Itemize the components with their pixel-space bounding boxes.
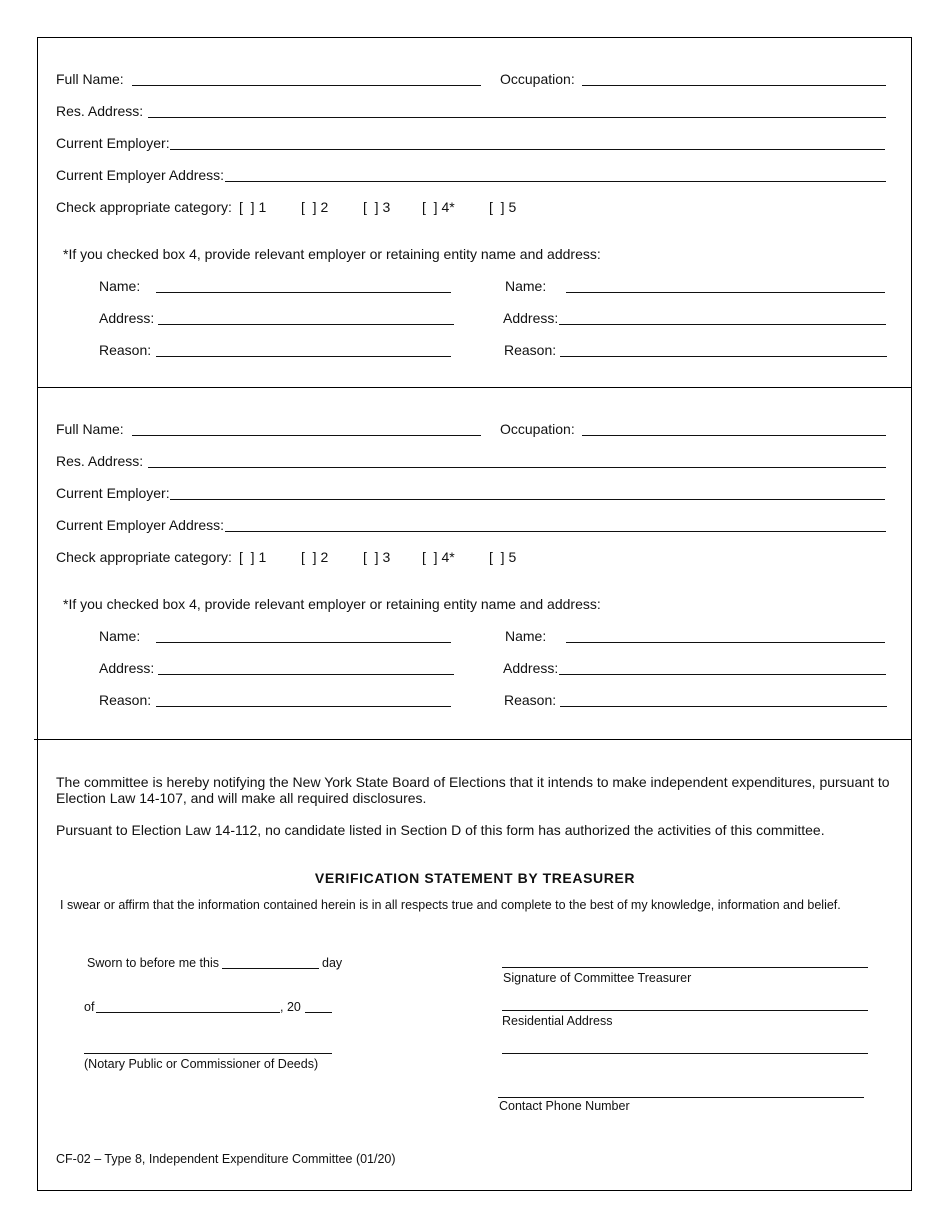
section-divider — [34, 739, 912, 740]
section-divider — [37, 387, 912, 388]
entity-address-label-left: Address: — [99, 660, 155, 676]
entity-reason-label-right: Reason: — [504, 342, 557, 358]
residential-address-line[interactable] — [502, 1010, 868, 1011]
current-employer-field[interactable] — [170, 149, 885, 150]
box4-note: *If you checked box 4, provide relevant employer or retaining entity name and address: — [63, 596, 601, 612]
res-address-field[interactable] — [148, 467, 886, 468]
entity-address-field-right[interactable] — [559, 674, 886, 675]
category-checkbox-1[interactable]: [ ] 1 — [239, 199, 267, 215]
entity-address-label-right: Address: — [503, 310, 559, 326]
entity-reason-label-left: Reason: — [99, 692, 152, 708]
entity-address-field-left[interactable] — [158, 674, 454, 675]
current-employer-address-label: Current Employer Address: — [56, 167, 225, 183]
res-address-field[interactable] — [148, 117, 886, 118]
category-checkbox-3[interactable]: [ ] 3 — [363, 199, 391, 215]
entity-address-field-left[interactable] — [158, 324, 454, 325]
occupation-label: Occupation: — [500, 421, 575, 437]
entity-reason-field-right[interactable] — [560, 356, 887, 357]
entity-name-label-right: Name: — [505, 278, 547, 294]
category-label: Check appropriate category: — [56, 199, 232, 215]
year-prefix: , 20 — [280, 1000, 301, 1014]
current-employer-address-label: Current Employer Address: — [56, 517, 225, 533]
entity-name-field-left[interactable] — [156, 292, 451, 293]
res-address-label: Res. Address: — [56, 453, 144, 469]
authorization-statement: Pursuant to Election Law 14-112, no candidate listed in Section D of this form has authorized the activities of this committee. — [56, 822, 825, 838]
full-name-field[interactable] — [132, 435, 481, 436]
full-name-field[interactable] — [132, 85, 481, 86]
entity-reason-label-right: Reason: — [504, 692, 557, 708]
phone-label: Contact Phone Number — [499, 1099, 630, 1113]
notary-signature-line[interactable] — [84, 1053, 332, 1054]
box4-note: *If you checked box 4, provide relevant employer or retaining entity name and address: — [63, 246, 601, 262]
res-address-label: Res. Address: — [56, 103, 144, 119]
entity-name-label-right: Name: — [505, 628, 547, 644]
sworn-day-field[interactable] — [222, 968, 319, 969]
current-employer-label: Current Employer: — [56, 485, 170, 501]
treasurer-signature-line[interactable] — [502, 967, 868, 968]
entity-reason-field-left[interactable] — [156, 706, 451, 707]
occupation-field[interactable] — [582, 85, 886, 86]
entity-name-field-left[interactable] — [156, 642, 451, 643]
category-checkbox-5[interactable]: [ ] 5 — [489, 549, 517, 565]
full-name-label: Full Name: — [56, 71, 124, 87]
verification-heading: VERIFICATION STATEMENT BY TREASURER — [314, 870, 636, 886]
form-footer: CF-02 – Type 8, Independent Expenditure Committee (01/20) — [56, 1152, 396, 1166]
entity-reason-field-left[interactable] — [156, 356, 451, 357]
entity-name-field-right[interactable] — [566, 292, 885, 293]
occupation-label: Occupation: — [500, 71, 575, 87]
entity-reason-field-right[interactable] — [560, 706, 887, 707]
entity-address-label-right: Address: — [503, 660, 559, 676]
entity-name-label-left: Name: — [99, 628, 141, 644]
full-name-label: Full Name: — [56, 421, 124, 437]
signature-label: Signature of Committee Treasurer — [503, 971, 692, 985]
verification-oath: I swear or affirm that the information contained herein is in all respects true and complete to the best of my knowledge, information and belief. — [60, 898, 841, 912]
entity-reason-label-left: Reason: — [99, 342, 152, 358]
category-label: Check appropriate category: — [56, 549, 232, 565]
independent-expenditure-statement: The committee is hereby notifying the New York State Board of Elections that it intends to make independent expenditures, pursuant to Election Law 14-107, and will make all required disclosures. — [56, 774, 890, 806]
sworn-suffix: day — [322, 956, 343, 970]
residential-label: Residential Address — [502, 1014, 613, 1028]
residential-address-line-2[interactable] — [502, 1053, 868, 1054]
category-checkbox-4[interactable]: [ ] 4* — [422, 549, 455, 565]
current-employer-address-field[interactable] — [225, 181, 886, 182]
of-prefix: of — [84, 1000, 95, 1014]
entity-name-label-left: Name: — [99, 278, 141, 294]
notary-label: (Notary Public or Commissioner of Deeds) — [84, 1057, 319, 1071]
current-employer-label: Current Employer: — [56, 135, 170, 151]
category-checkbox-2[interactable]: [ ] 2 — [301, 549, 329, 565]
entity-name-field-right[interactable] — [566, 642, 885, 643]
entity-address-field-right[interactable] — [559, 324, 886, 325]
category-checkbox-4[interactable]: [ ] 4* — [422, 199, 455, 215]
category-checkbox-5[interactable]: [ ] 5 — [489, 199, 517, 215]
occupation-field[interactable] — [582, 435, 886, 436]
sworn-prefix: Sworn to before me this — [87, 956, 220, 970]
sworn-year-field[interactable] — [305, 1012, 332, 1013]
category-checkbox-3[interactable]: [ ] 3 — [363, 549, 391, 565]
category-checkbox-2[interactable]: [ ] 2 — [301, 199, 329, 215]
current-employer-address-field[interactable] — [225, 531, 886, 532]
sworn-month-field[interactable] — [96, 1012, 280, 1013]
category-checkbox-1[interactable]: [ ] 1 — [239, 549, 267, 565]
current-employer-field[interactable] — [170, 499, 885, 500]
entity-address-label-left: Address: — [99, 310, 155, 326]
